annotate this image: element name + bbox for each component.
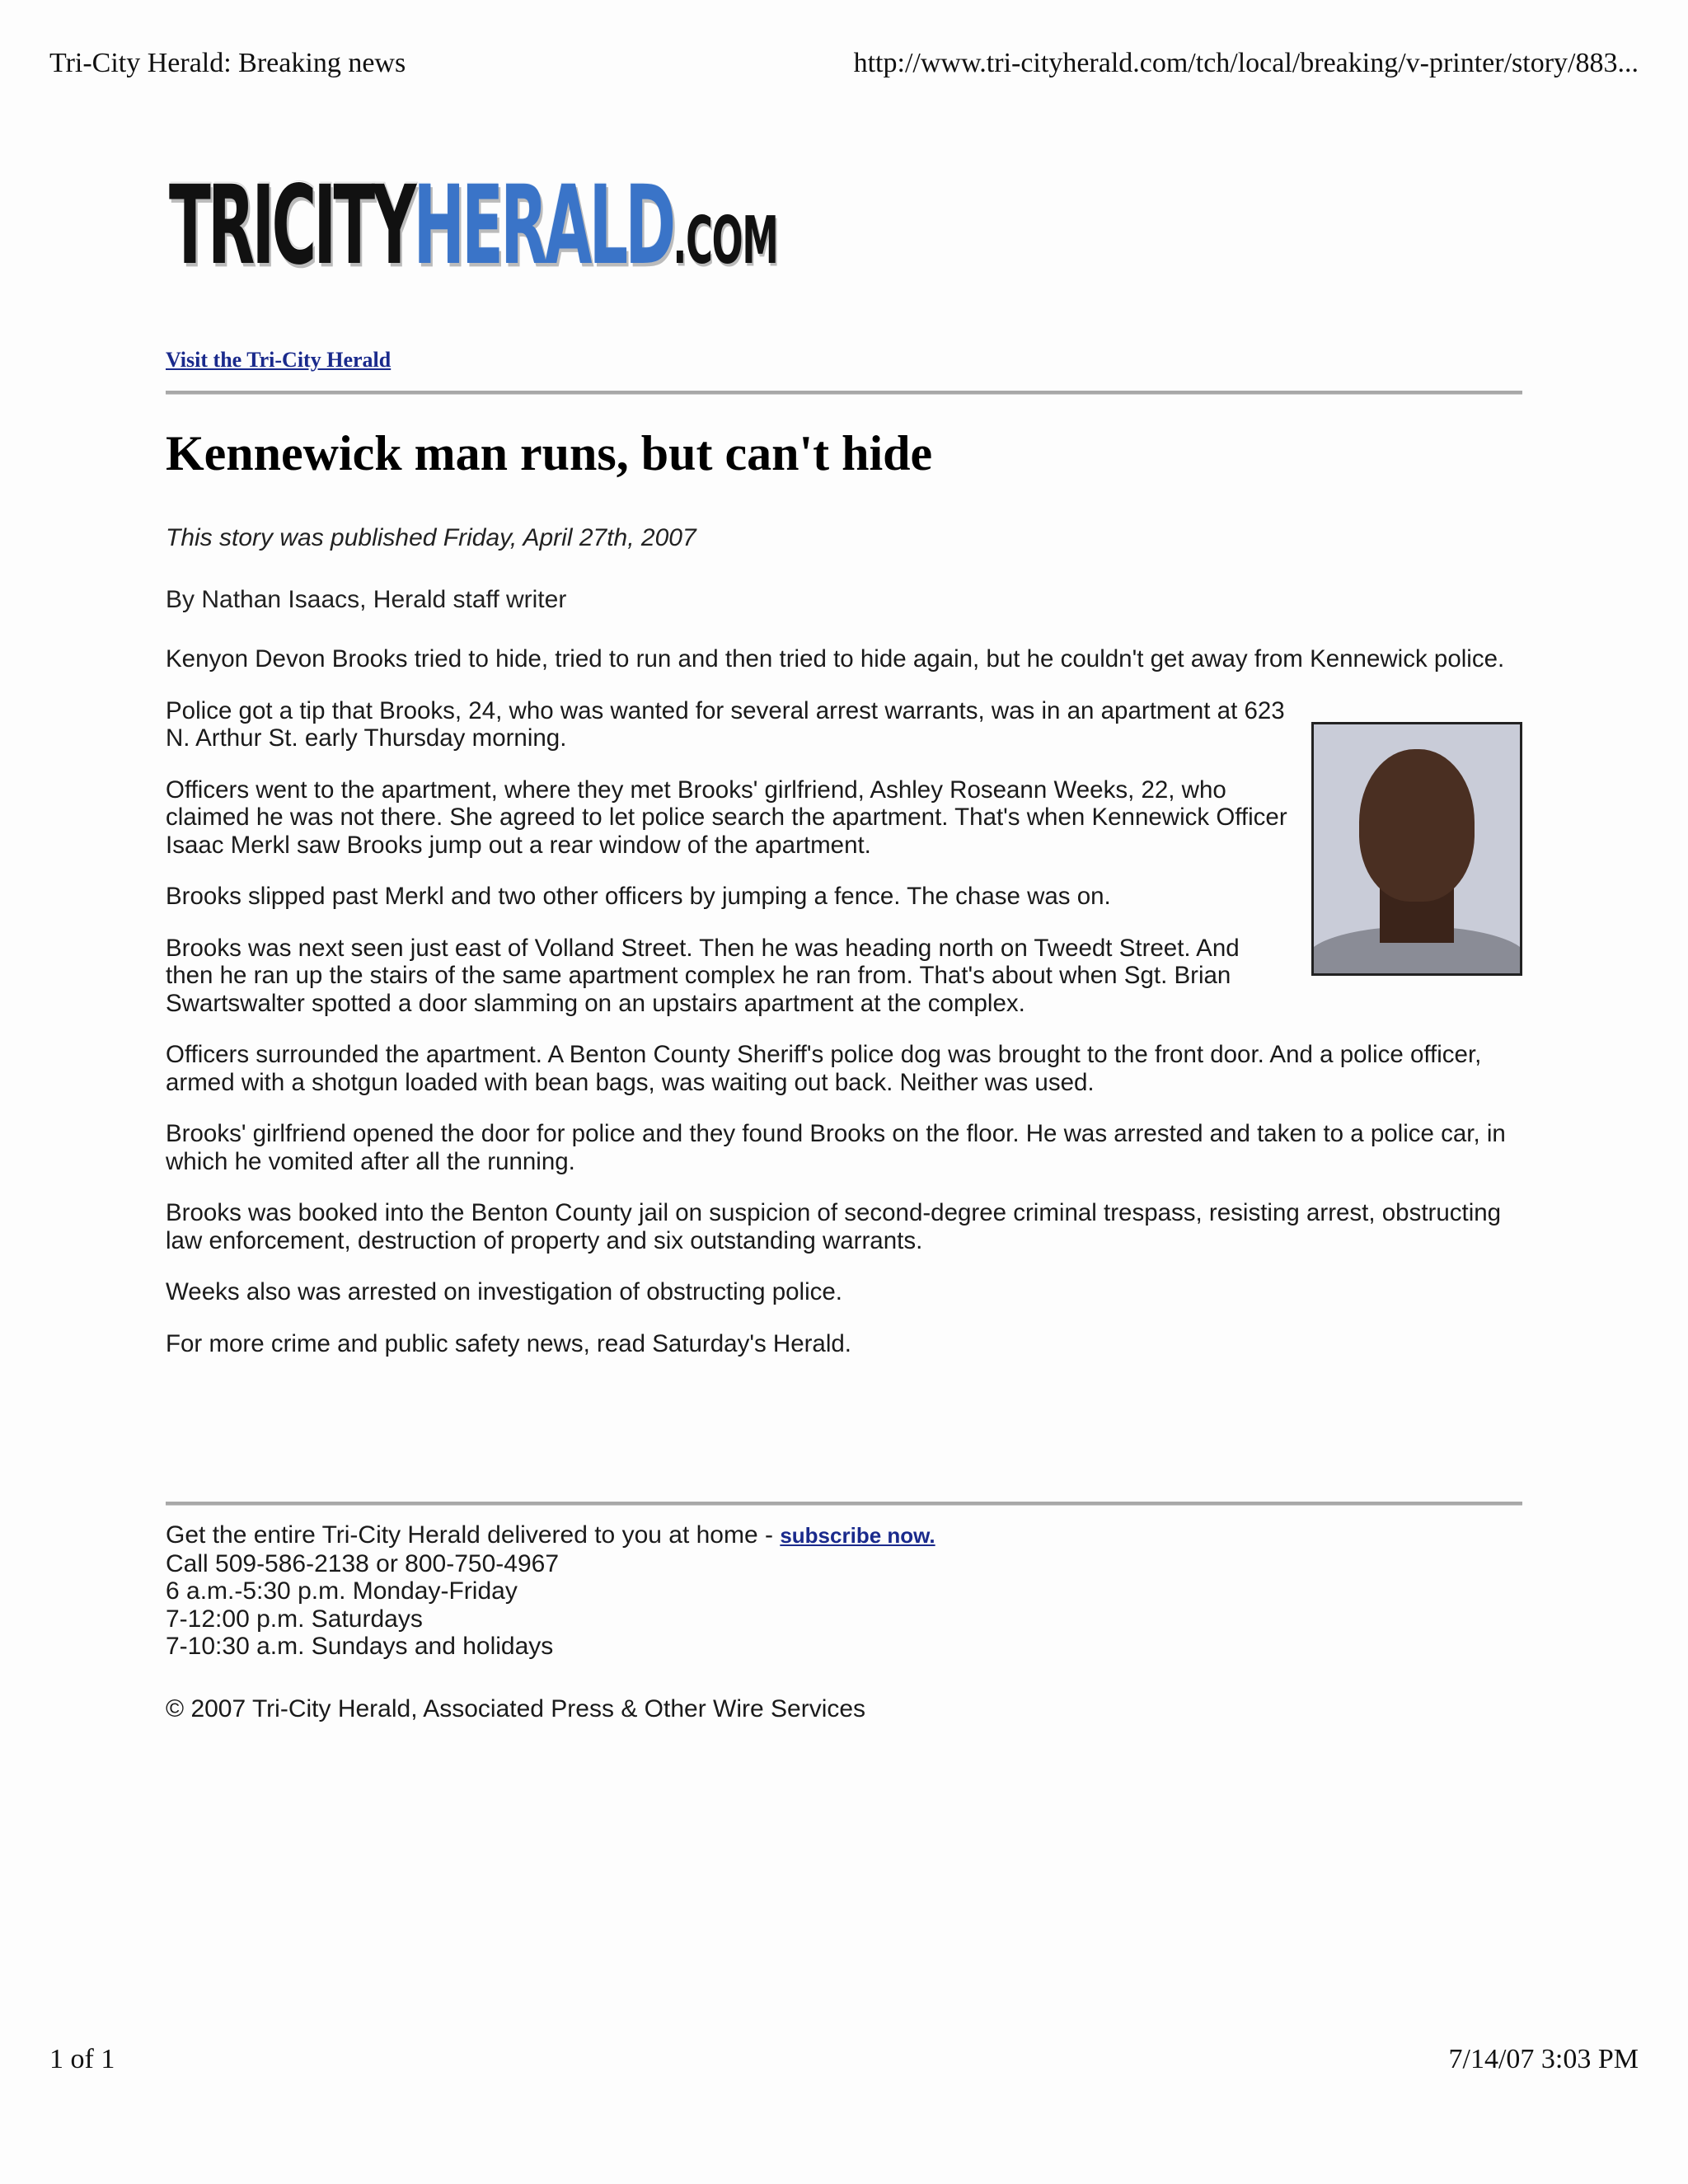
article-paragraph: For more crime and public safety news, read Saturday's Herald. [166, 1329, 851, 1357]
article-headline: Kennewick man runs, but can't hide [166, 426, 933, 480]
hours-saturday: 7-12:00 p.m. Saturdays [166, 1605, 423, 1633]
article-paragraph: Weeks also was arrested on investigation of obstructing police. [166, 1278, 842, 1305]
bottom-divider [166, 1502, 1522, 1506]
print-header-title: Tri-City Herald: Breaking news [49, 48, 406, 78]
article-paragraph: Brooks was booked into the Benton County jail on suspicion of second-degree criminal trespass, resisting arrest, obstructing law enforcement, destruction of property and six outstanding warrants. [166, 1199, 1502, 1254]
byline: By Nathan Isaacs, Herald staff writer [166, 586, 567, 613]
article-paragraph: Officers went to the apartment, where they met Brooks' girlfriend, Ashley Roseann Weeks, 22, who claimed he was not there. She agreed to let police search the apartment. That's when Kennewick Officer Isaac Merkl saw Brooks jump out a rear window of the apartment. [166, 776, 1287, 859]
article-paragraph: Brooks' girlfriend opened the door for police and they found Brooks on the floor. He was arrested and taken to a police car, in which he vomited after all the running. [166, 1120, 1506, 1175]
top-divider [166, 391, 1522, 395]
hours-weekday: 6 a.m.-5:30 p.m. Monday-Friday [166, 1577, 518, 1605]
subscribe-link[interactable]: subscribe now. [780, 1523, 935, 1548]
article-paragraph: Kenyon Devon Brooks tried to hide, tried to run and then tried to hide again, but he couldn't get away from Kennewick police. [166, 645, 1505, 673]
suspect-photo [1311, 722, 1522, 976]
visit-herald-link[interactable]: Visit the Tri-City Herald [166, 348, 392, 372]
publish-date: This story was published Friday, April 27th, 2007 [166, 524, 696, 551]
article-paragraph: Brooks slipped past Merkl and two other officers by jumping a fence. The chase was on. [166, 883, 1111, 910]
logo-text-herald: HERALD [413, 163, 673, 289]
logo-text-tri: TRI [169, 163, 272, 289]
copyright: © 2007 Tri-City Herald, Associated Press & Other Wire Services [166, 1695, 866, 1722]
site-logo[interactable] [169, 159, 778, 295]
hours-sunday: 7-10:30 a.m. Sundays and holidays [166, 1633, 554, 1660]
subscription-phone: Call 509-586-2138 or 800-750-4967 [166, 1549, 560, 1577]
logo-text-com: .COM [673, 202, 778, 279]
article-paragraph: Police got a tip that Brooks, 24, who was wanted for several arrest warrants, was in an apartment at 623 N. Arthur St. early Thursday morning. [166, 696, 1285, 752]
article-paragraph: Brooks was next seen just east of Volland Street. Then he was heading north on Tweedt Street. And then he ran up the stairs of the same apartment complex he ran from. That's about when Sgt. Brian Swartswalter spotted a door slamming on an upstairs apartment at the complex. [166, 934, 1240, 1017]
print-datetime: 7/14/07 3:03 PM [1448, 2044, 1639, 2074]
article-paragraph: Officers surrounded the apartment. A Benton County Sheriff's police dog was brought to the front door. And a police officer, armed with a shotgun loaded with bean bags, was waiting out back. Neither was used. [166, 1041, 1482, 1096]
subscription-intro: Get the entire Tri-City Herald delivered to you at home - [166, 1521, 781, 1549]
subscription-info [166, 1521, 935, 1661]
page-number: 1 of 1 [49, 2044, 115, 2074]
logo-text-city: CITY [271, 163, 414, 289]
article-body [166, 645, 1522, 1381]
print-header-url: http://www.tri-cityherald.com/tch/local/breaking/v-printer/story/883... [853, 48, 1639, 78]
